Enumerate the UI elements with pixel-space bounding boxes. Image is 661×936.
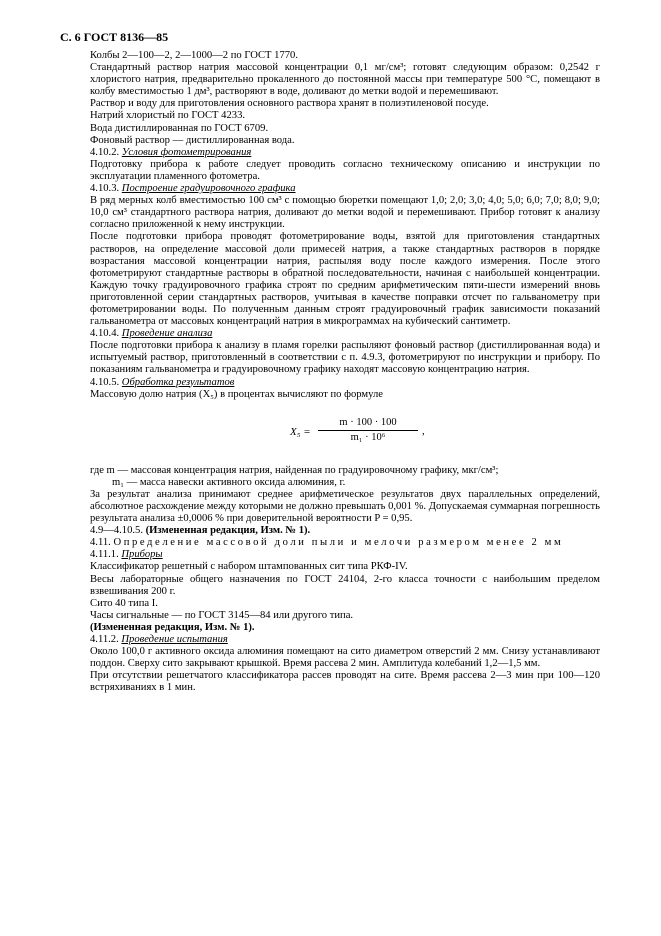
page-header: С. 6 ГОСТ 8136—85 xyxy=(60,30,169,44)
paragraph: После подготовки прибора к анализу в пламя горелки распыляют фоновый раствор (дистиллированная вода) и испытуемый раствор, приготовленный в соответствии с п. 4.9.3, фотометрируют по инструкции и прибору. По показаниям гальванометра и градуировочному графику находят массовую концентрацию натрия. xyxy=(90,340,600,376)
formula-comma: , xyxy=(422,424,425,437)
paragraph: Фоновый раствор — дистиллированная вода. xyxy=(90,134,295,146)
section-number: 4.11. xyxy=(90,537,111,549)
section-title: Приборы xyxy=(121,549,163,561)
paragraph: Около 100,0 г активного оксида алюминия помещают на сито диаметром отверстий 2 мм. Снизу устанавливают поддон. Сверху сито закрывают крышкой. Время рассева 2 мин. Амплитуда колебаний 1,2—1,5 мм. xyxy=(90,646,600,670)
formula-numerator: m · 100 · 100 xyxy=(318,417,418,431)
paragraph: Вода дистиллированная по ГОСТ 6709. xyxy=(90,122,269,134)
section-heading xyxy=(90,634,600,646)
section-number: 4.11.2. xyxy=(90,634,119,646)
section-title: Проведение анализа xyxy=(121,328,213,340)
paragraph: Массовую долю натрия (X₅) в процентах вычисляют по формуле xyxy=(90,388,383,400)
section-number: 4.10.2. xyxy=(90,146,120,158)
section-heading xyxy=(90,147,600,159)
formula-lhs: X₅ = xyxy=(290,425,311,438)
section-heading xyxy=(90,537,600,549)
definition-line: где m — массовая концентрация натрия, найденная по градуировочному графику, мкг/см³; xyxy=(90,464,499,476)
paragraph: Классификатор решетный с набором штампованных сит типа РКФ-IV. xyxy=(90,561,408,573)
section-number: 4.10.5. xyxy=(90,376,120,388)
amendment-range: 4.9—4.10.5. xyxy=(90,525,143,537)
section-heading xyxy=(90,377,600,389)
section-heading xyxy=(90,328,600,340)
section-heading xyxy=(90,549,600,561)
paragraph: В ряд мерных колб вместимостью 100 см³ с помощью бюретки помещают 1,0; 2,0; 3,0; 4,0; 5,0; 6,0; 7,0; 8,0; 9,0; 10,0 см³ стандартного раствора натрия, доливают до метки водой и перемешивают. Прибор готовят к анализу согласно приложенной к нему инструкции. xyxy=(90,195,600,231)
paragraph: Сито 40 типа I. xyxy=(90,597,158,609)
formula-fraction xyxy=(318,417,418,444)
document-body xyxy=(90,50,600,695)
paragraph: Часы сигнальные — по ГОСТ 3145—84 или другого типа. xyxy=(90,609,354,621)
section-title: Определение массовой доли пыли и мелочи размером менее 2 мм xyxy=(113,537,564,549)
section-number: 4.10.3. xyxy=(90,183,120,195)
definition-line: m₁ — масса навески активного оксида алюминия, г. xyxy=(112,476,346,488)
paragraph: За результат анализа принимают среднее арифметическое результатов двух параллельных определений, абсолютное расхождение между которыми не должно превышать 0,001 %. Допускаемая суммарная погрешность результата анализа ±0,0006 % при доверительной вероятности P = 0,95. xyxy=(90,488,600,525)
paragraph: Подготовку прибора к работе следует проводить согласно техническому описанию и инструкции по эксплуатации пламенного фотометра. xyxy=(90,158,600,182)
formula-denominator: m₁ · 10⁶ xyxy=(350,431,386,443)
section-title: Проведение испытания xyxy=(121,634,228,646)
paragraph: Раствор и воду для приготовления основного раствора хранят в полиэтиленовой посуде. xyxy=(90,98,489,110)
amendment-text: (Измененная редакция, Изм. № 1). xyxy=(145,525,311,537)
paragraph: Колбы 2—100—2, 2—1000—2 по ГОСТ 1770. xyxy=(90,50,299,61)
amendment-note xyxy=(90,525,600,537)
section-title: Построение градуировочного графика xyxy=(121,183,296,195)
section-heading xyxy=(90,183,600,195)
section-number: 4.11.1. xyxy=(90,549,119,561)
formula xyxy=(90,411,600,459)
paragraph: Натрий хлористый по ГОСТ 4233. xyxy=(90,110,246,122)
paragraph: После подготовки прибора проводят фотометрирование воды, взятой для приготовления стандартных растворов, на определение массовой доли примесей натрия, а также стандартных растворов в порядке возрастания массовой концентрации натрия, распыляя воду после каждого измерения. После этого фотометрируют стандартные растворы в обратной последовательности, начиная с наибольшей концентрации. Каждую точку градуировочного графика строят по средним арифметическим пяти-шести измерений вновь приготовленной серии стандартных растворов, учитывая в качестве поправки отсчет по гальванометру при фотометрировании воды. По полученным данным строят градуировочный график зависимости показаний гальванометра от массовых концентраций натрия в микрограммах на кубический сантиметр. xyxy=(90,231,600,328)
paragraph: Стандартный раствор натрия массовой концентрации 0,1 мг/см³; готовят следующим образом: 0,2542 г хлористого натрия, предварительно прокаленного до постоянной массы при температуре 500 °С, помещают в колбу вместимостью 1 дм³, растворяют в воде, доливают до метки водой и перемешивают. xyxy=(90,62,600,98)
amendment-text: (Измененная редакция, Изм. № 1). xyxy=(90,621,255,633)
section-number: 4.10.4. xyxy=(90,328,120,340)
section-title: Условия фотометрирования xyxy=(121,146,252,158)
section-title: Обработка результатов xyxy=(121,376,235,388)
paragraph: Весы лабораторные общего назначения по ГОСТ 24104, 2-го класса точности с наибольшим пределом взвешивания 200 г. xyxy=(90,573,600,597)
paragraph: При отсутствии решетчатого классификатора рассев проводят на сите. Время рассева 2—3 мин при 100—120 встряхиваниях в 1 мин. xyxy=(90,670,600,694)
